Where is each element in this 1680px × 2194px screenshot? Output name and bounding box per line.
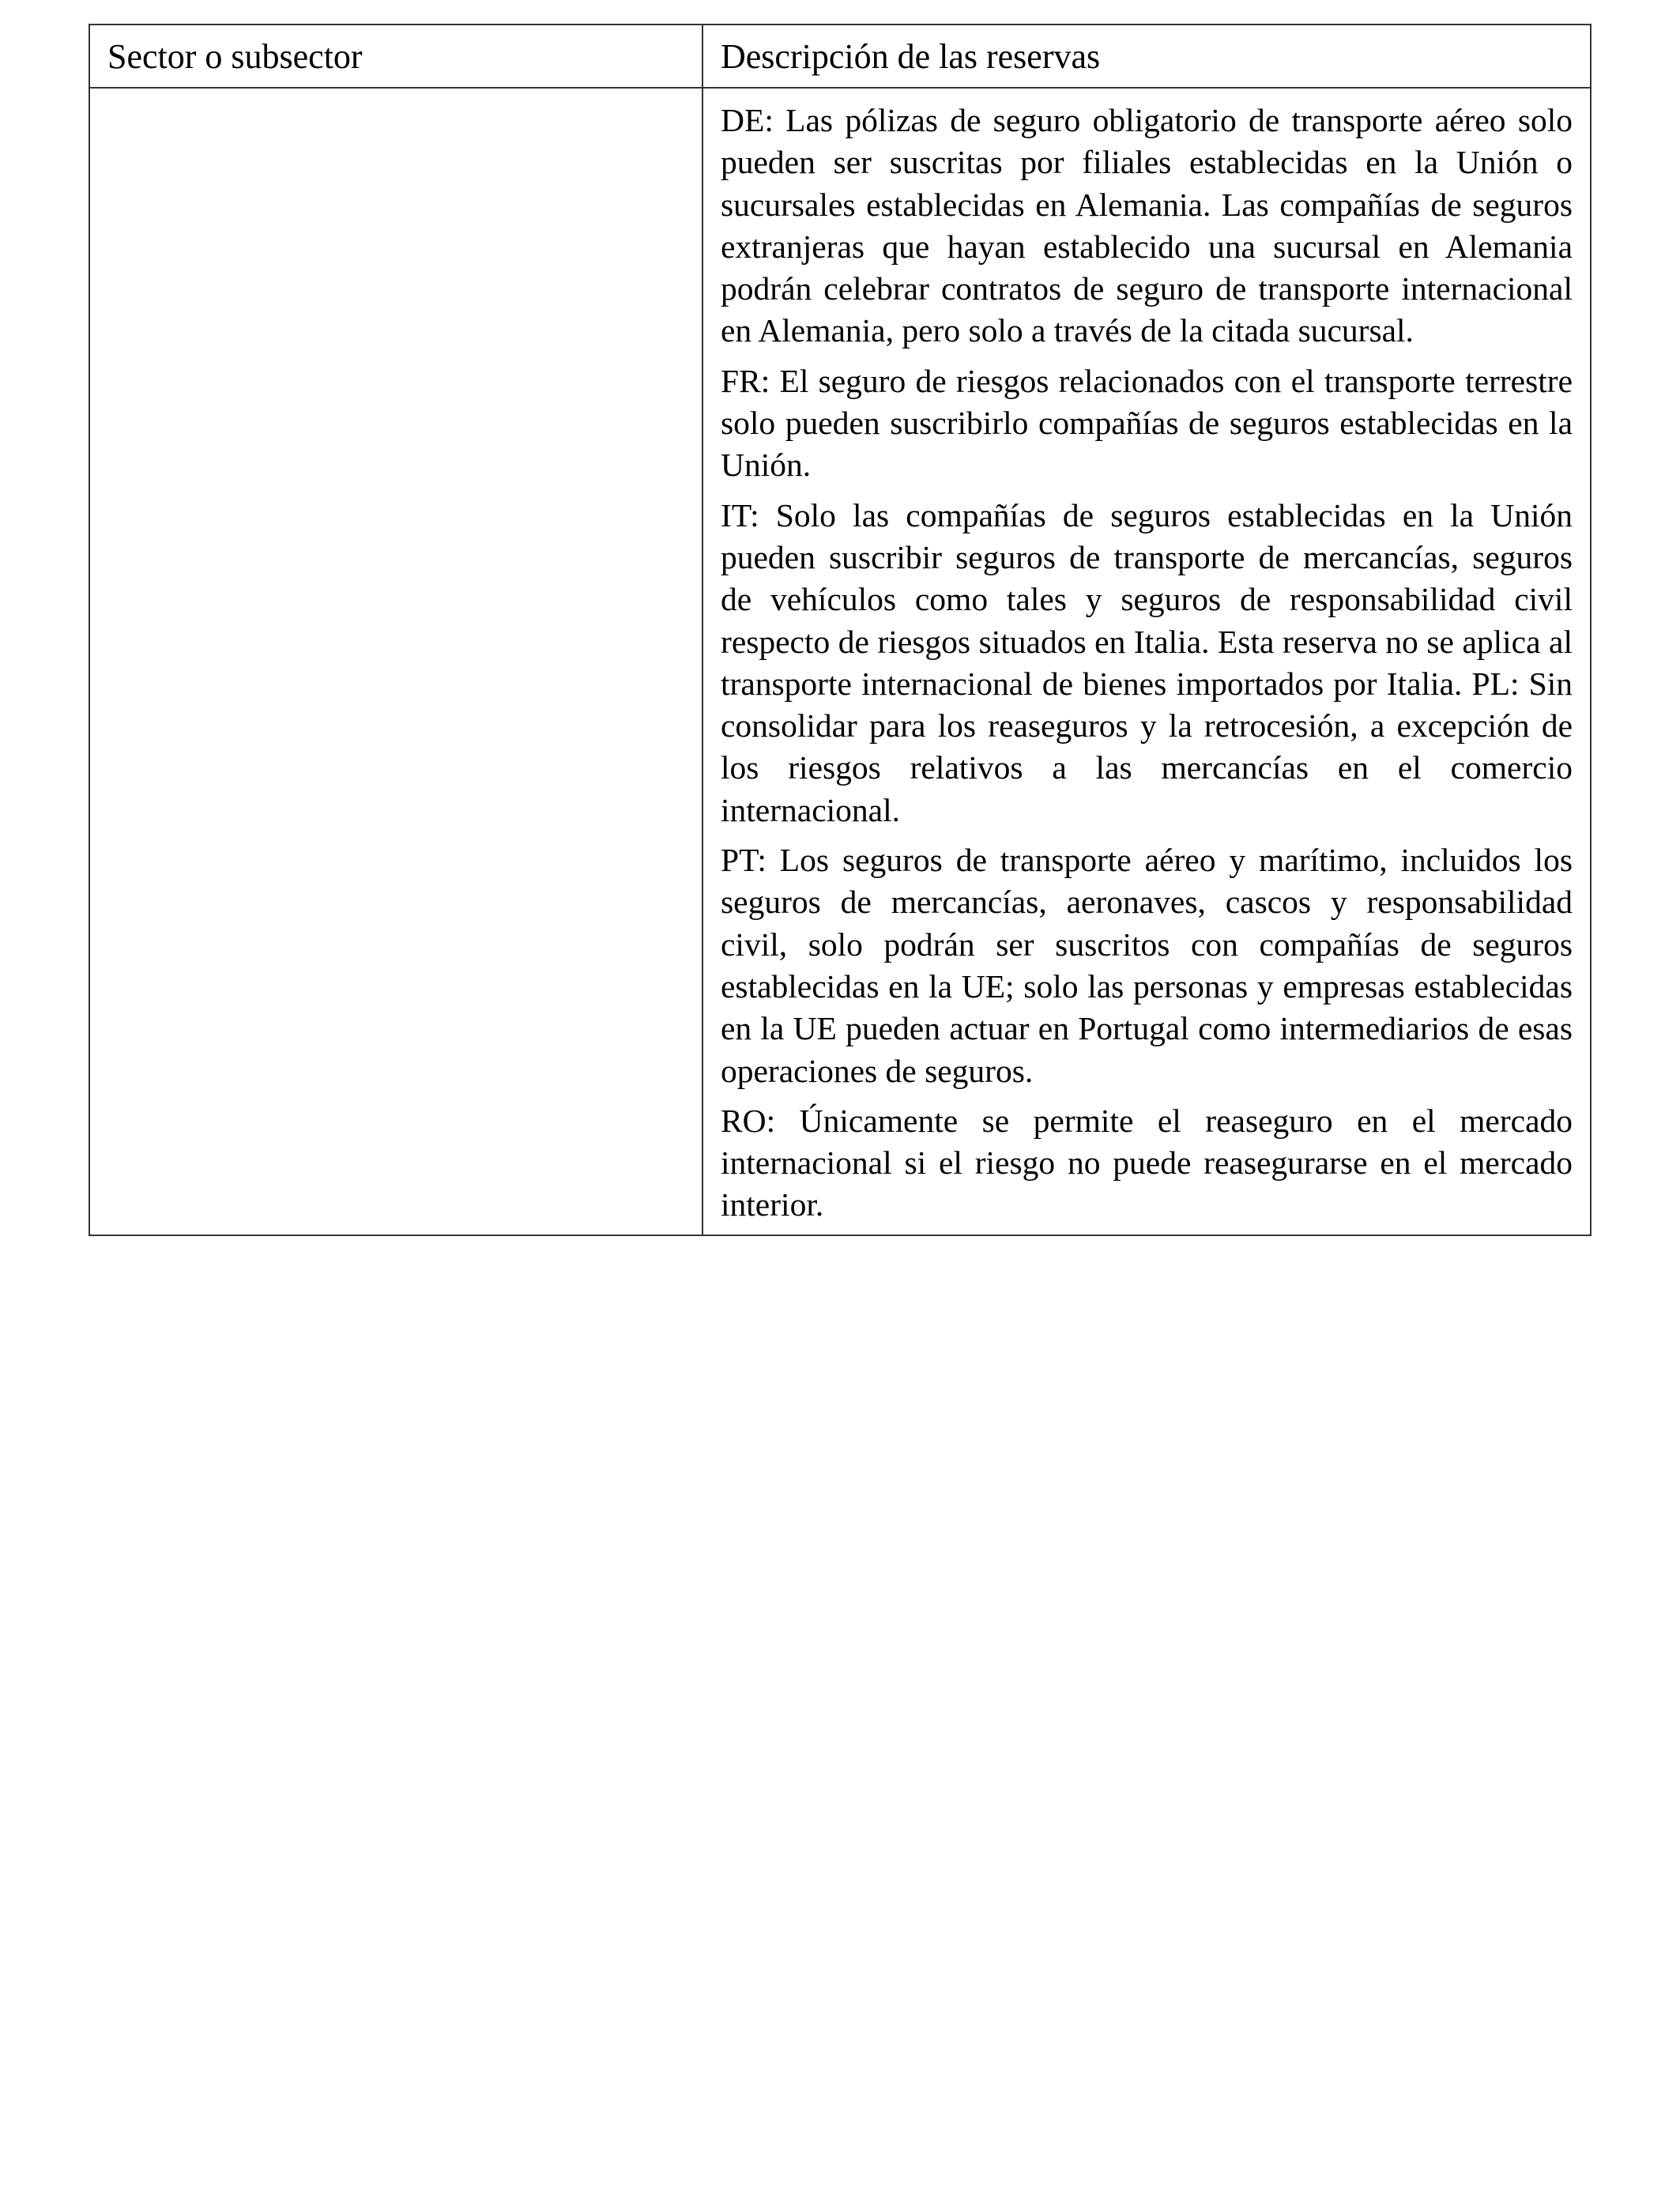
reservation-de: DE: Las pólizas de seguro obligatorio de transporte aéreo solo pueden ser suscritas por filiales establecidas en la Unión o sucursales establecidas en Alemania. Las compañías de seguros extranjeras que hayan establecido una sucursal en Alemania podrán celebrar contratos de seguro de transporte internacional en Alemania, pero solo a través de la citada sucursal. (721, 102, 1573, 349)
reservation-fr: FR: El seguro de riesgos relacionados con el transporte terrestre solo pueden suscribirlo compañías de seguros establecidas en la Unión. (721, 362, 1573, 484)
reservation-it-pl: IT: Solo las compañías de seguros establecidas en la Unión pueden suscribir seguros de transporte de mercancías, seguros de vehículos como tales y seguros de responsabilidad civil respecto de riesgos situados en Italia. Esta reserva no se aplica al transporte internacional de bienes importados por Italia. PL: Sin consolidar para los reaseguros y la retrocesión, a excepción de los riesgos relativos a las mercancías en el comercio internacional. (721, 496, 1573, 828)
reservation-ro: RO: Únicamente se permite el reaseguro en el mercado internacional si el riesgo no puede reasegurarse en el mercado interior. (721, 1102, 1573, 1223)
sector-cell (89, 88, 703, 1235)
reservation-pt: PT: Los seguros de transporte aéreo y marítimo, incluidos los seguros de mercancías, aeronaves, cascos y responsabilidad civil, solo podrán ser suscritos con compañías de seguros establecidas en la UE; solo las personas y empresas establecidas en la UE pueden actuar en Portugal como intermediarios de esas operaciones de seguros. (721, 842, 1573, 1089)
table-header-row (89, 25, 1591, 88)
header-description: Descripción de las reservas (703, 25, 1591, 88)
reservations-table (89, 24, 1591, 1236)
table-row (89, 88, 1591, 1235)
header-sector: Sector o subsector (89, 25, 703, 88)
description-cell (703, 88, 1591, 1235)
